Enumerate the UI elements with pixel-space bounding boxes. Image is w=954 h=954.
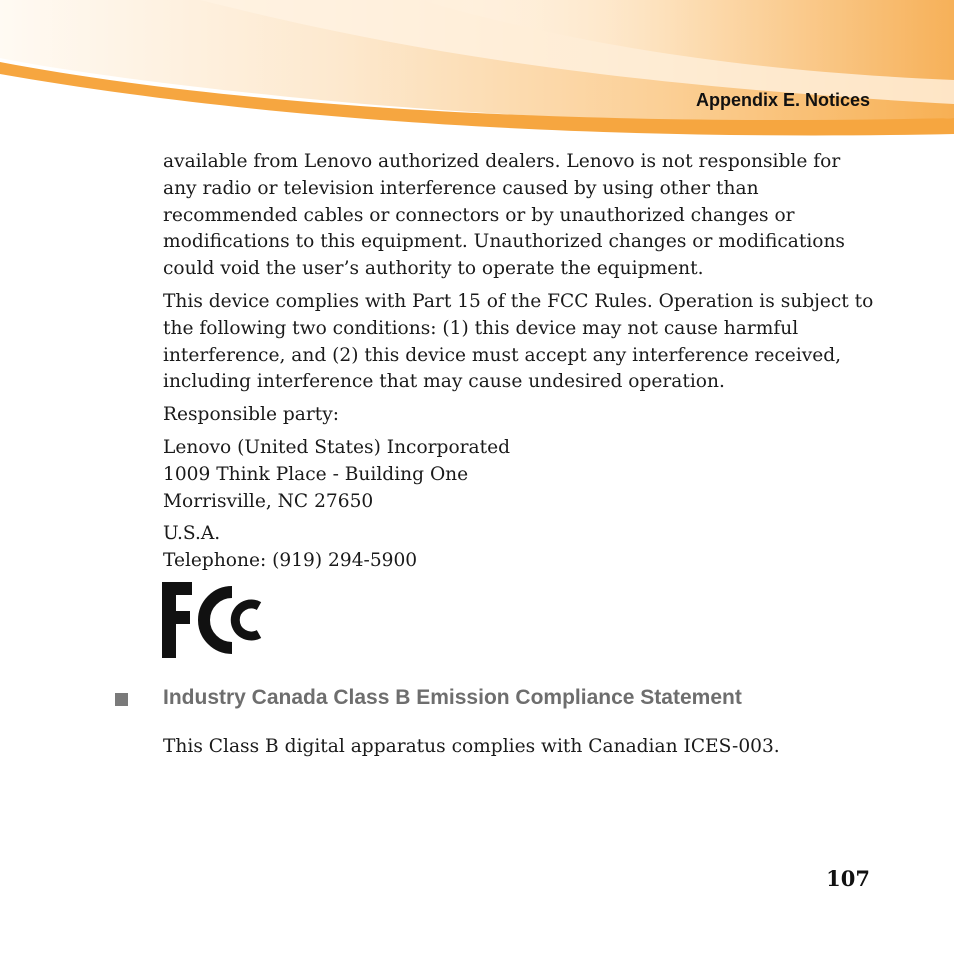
contact-block bbox=[163, 521, 878, 575]
paragraph-fcc-part15: This device complies with Part 15 of the FCC Rules. Operation is subject to the following two conditions: (1) this device may not cause harmful interference, and (2) this device must accept any interference received, including interference that may cause undesired operation. bbox=[163, 290, 874, 393]
fcc-logo-icon bbox=[160, 580, 270, 660]
address-line: Morrisville, NC 27650 bbox=[163, 490, 374, 512]
address-line: 1009 Think Place - Building One bbox=[163, 463, 469, 485]
page-number: 107 bbox=[826, 866, 870, 891]
telephone-line: Telephone: (919) 294-5900 bbox=[163, 550, 418, 572]
body-text bbox=[163, 149, 878, 581]
header-banner bbox=[0, 0, 954, 140]
section-body-text: This Class B digital apparatus complies with Canadian ICES-003. bbox=[163, 736, 780, 757]
responsible-party-label: Responsible party: bbox=[163, 404, 339, 426]
page-header-title: Appendix E. Notices bbox=[695, 90, 870, 110]
section-heading: Industry Canada Class B Emission Compliance Statement bbox=[163, 686, 742, 709]
address-block bbox=[163, 435, 878, 515]
paragraph-interference: available from Lenovo authorized dealers. Lenovo is not responsible for any radio or television interference caused by using other than recommended cables or connectors or by unauthorized changes or modifications to this equipment. Unauthorized changes or modifications could void the user’s authority to operate the equipment. bbox=[163, 151, 845, 280]
country-line: U.S.A. bbox=[163, 523, 221, 545]
address-line: Lenovo (United States) Incorporated bbox=[163, 436, 511, 458]
section-bullet-icon bbox=[115, 693, 128, 706]
